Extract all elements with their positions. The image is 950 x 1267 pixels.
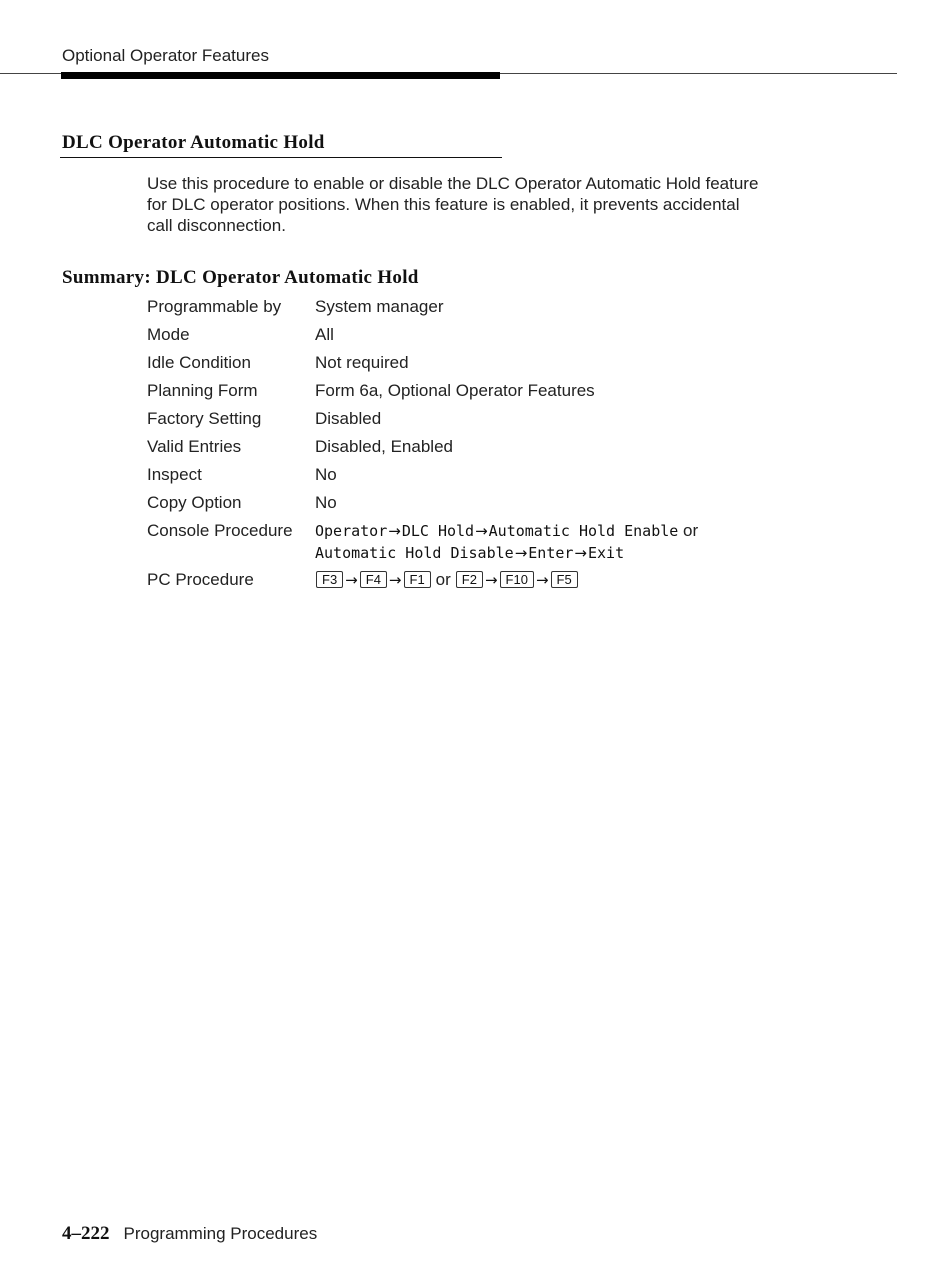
arrow-right-icon: → <box>345 571 358 589</box>
function-key: F1 <box>404 571 431 588</box>
summary-value: System manager <box>315 297 444 316</box>
console-step: Exit <box>588 544 625 562</box>
arrow-right-icon: → <box>574 544 587 562</box>
function-key: F10 <box>500 571 534 588</box>
arrow-right-icon: → <box>388 571 402 589</box>
running-header: Optional Operator Features <box>62 46 269 65</box>
summary-row <box>147 352 847 380</box>
or-text: or <box>435 570 451 589</box>
console-step: DLC Hold <box>401 522 475 540</box>
arrow-right-icon: → <box>514 544 528 562</box>
page-number: 4–222 <box>62 1223 110 1244</box>
summary-label: PC Procedure <box>147 570 254 589</box>
summary-title: Summary: DLC Operator Automatic Hold <box>62 267 419 288</box>
function-key: F4 <box>360 571 387 588</box>
summary-label: Valid Entries <box>147 437 242 456</box>
arrow-right-icon: → <box>388 522 401 540</box>
summary-value: All <box>315 325 334 344</box>
summary-table <box>147 296 847 597</box>
summary-row <box>147 436 847 464</box>
console-step: Automatic Hold Disable <box>315 544 514 562</box>
summary-row <box>147 324 847 352</box>
summary-label: Inspect <box>147 465 202 484</box>
summary-row <box>147 408 847 436</box>
console-procedure-line-1 <box>315 520 847 542</box>
console-step: Enter <box>528 544 574 562</box>
console-step: Operator <box>315 522 388 540</box>
header-bar <box>61 72 500 79</box>
summary-value: No <box>315 493 337 512</box>
summary-row <box>147 464 847 492</box>
summary-label: Planning Form <box>147 381 258 400</box>
summary-value: Disabled, Enabled <box>315 437 453 456</box>
summary-row <box>147 296 847 324</box>
function-key: F3 <box>316 571 343 588</box>
page-footer <box>62 1223 317 1245</box>
function-key: F5 <box>551 571 578 588</box>
console-procedure-line-2 <box>315 542 847 564</box>
summary-label: Console Procedure <box>147 521 293 540</box>
arrow-right-icon: → <box>535 571 549 589</box>
pc-procedure-keys <box>315 569 847 597</box>
arrow-right-icon: → <box>475 522 488 540</box>
intro-paragraph: Use this procedure to enable or disable the DLC Operator Automatic Hold feature for DLC operator positions. When this feature is enabled, it prevents accidental call disconnection. <box>147 174 759 235</box>
section-title: DLC Operator Automatic Hold <box>62 132 325 153</box>
summary-value: Not required <box>315 353 409 372</box>
summary-row <box>147 492 847 520</box>
summary-label: Idle Condition <box>147 353 251 372</box>
console-procedure-steps <box>315 520 847 569</box>
console-step: Automatic Hold Enable <box>488 522 679 540</box>
summary-label: Mode <box>147 325 190 344</box>
or-text: or <box>683 521 699 540</box>
function-key: F2 <box>456 571 483 588</box>
section-rule <box>60 157 502 158</box>
summary-label: Programmable by <box>147 297 282 316</box>
summary-value: Form 6a, Optional Operator Features <box>315 381 595 400</box>
summary-label: Copy Option <box>147 493 242 512</box>
summary-value: Disabled <box>315 409 382 428</box>
book-title: Programming Procedures <box>123 1224 318 1243</box>
summary-row <box>147 380 847 408</box>
console-procedure-row <box>147 520 847 569</box>
summary-label: Factory Setting <box>147 409 262 428</box>
arrow-right-icon: → <box>484 571 498 589</box>
pc-procedure-row <box>147 569 847 597</box>
summary-value: No <box>315 465 337 484</box>
